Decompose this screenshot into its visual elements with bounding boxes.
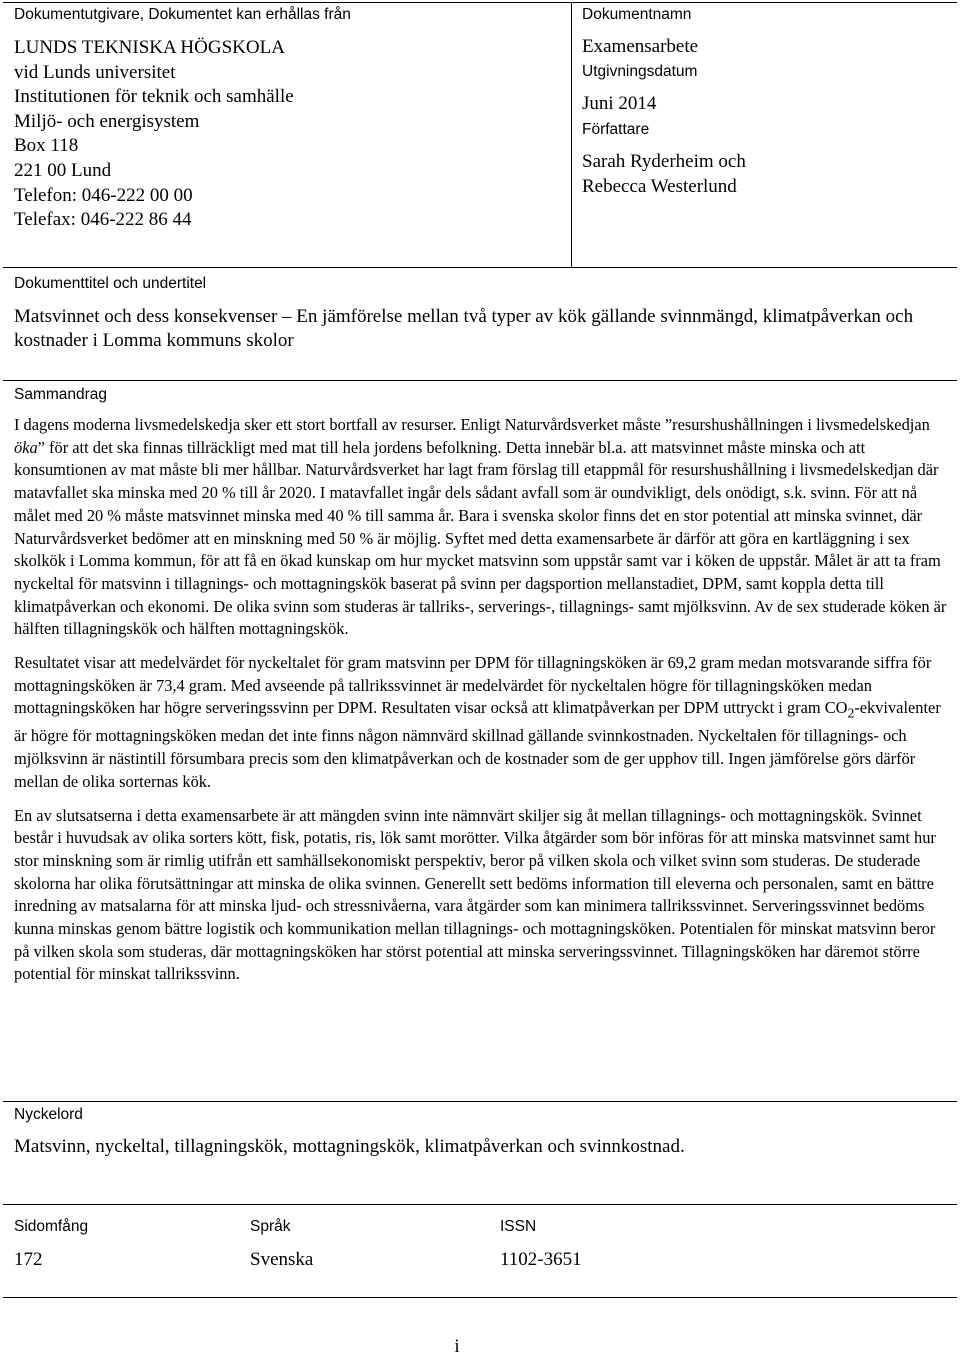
- keywords-label: Nyckelord: [14, 1106, 83, 1123]
- keywords-bottom-border: [3, 1204, 957, 1205]
- publisher-label: Dokumentutgivare, Dokumentet kan erhållas från: [14, 6, 351, 23]
- publisher-line: Box 118: [14, 135, 79, 157]
- language-label: Språk: [250, 1218, 291, 1235]
- publisher-line: vid Lunds universitet: [14, 61, 176, 83]
- header-divider: [571, 2, 572, 267]
- top-border: [3, 2, 957, 3]
- language-value: Svenska: [250, 1249, 314, 1270]
- document-name-label: Dokumentnamn: [582, 6, 692, 23]
- summary-paragraph-1: I dagens moderna livsmedelskedja sker ett stort bortfall av resurser. Enligt Naturvårdsverket måste ”resurshushållningen i livsmedelskedjan öka” för att det ska finnas tillräckligt med mat till hela jordens befolkning. Detta innebär bl.a. att matsvinnet måste minska och att konsumtionen av mat måste bli mer hållbar. Naturvårdsverket har lagt fram förslag till etappmål för resurshushållning i livsmedelskedjan där matavfallet ska minska med 20 % till år 2020. I matavfallet ingår dels sådant avfall som är oundvikligt, dels onödigt, s.k. svinn. För att nå målet med 20 % måste matsvinnet minska med 40 % till samma år. Bara i svenska skolor finns det en stor potential att minska svinnet, där Naturvårdsverket bedömer att en minskning med 50 % är möjlig. Syftet med detta examensarbete är därför att göra en kartläggning i sex skolkök i Lomma kommun, för att få en ökad kunskap om hur mycket matsvinn som uppstår samt var i köken de uppstår. Målet är att ta fram nyckeltal för matsvinn i tillagnings- och mottagningskök baserat på svinn per dagsportion mellanstadiet, DPM, samt koppla detta till klimatpåverkan och ekonomi. De olika svinn som studeras är tallriks-, serverings-, tillagnings- samt mjölksvinn. Av de sex studerade köken är hälften tillagningskök och hälften mottagningskök.: [14, 415, 947, 639]
- issue-date-value: Juni 2014: [582, 93, 657, 114]
- issn-label: ISSN: [500, 1218, 537, 1235]
- issn-value: 1102-3651: [500, 1249, 582, 1270]
- document-title-label: Dokumenttitel och undertitel: [14, 275, 207, 292]
- summary-paragraph-3: En av slutsatserna i detta examensarbete är att mängden svinn inte nämnvärt skiljer sig åt mellan tillagnings- och mottagningskök. Svinnet består i huvudsak av olika sorters kött, fisk, potatis, ris, lök samt morötter. Vilka åtgärder som bör införas för att minska matsvinnet samt hur stor minskning som är rimlig utifrån ett samhällsekonomiskt perspektiv, beror på vilken skola och vilket svinn som studeras. De studerade skolorna har olika förutsättningar att minska de olika svinnen. Generellt sett bedöms information till eleverna och personalen, samt en bättre inredning av matsalarna för att minska ljud- och stressnivåerna, vara åtgärder som kan minimera tallrikssvinnet. Serveringssvinnet bedöms kunna minskas genom bättre logistik och kommunikation mellan tillagnings- och mottagningsköken. Potentialen för minskat matsvinn beror på vilken skola som studeras, där mottagningsköken har störst potential att minska serveringssvinnet. Tillagningsköken har däremot större potential för minskat tallrikssvinn.: [14, 805, 936, 984]
- header-bottom-border: [3, 267, 957, 268]
- summary-paragraph-2: Resultatet visar att medelvärdet för nyckeltalet för gram matsvinn per DPM för tillagningsköken är 69,2 gram medan motsvarande siffra för mottagningsköken är 73,4 gram. Med avseende på tallrikssvinnet är medelvärdet för nyckeltalen högre för tillagningsköken medan mottagningsköken har högre serveringssvinn per DPM. Resultaten visar också att klimatpåverkan per DPM uttryckt i gram $CO_2$-ekvivalenter är högre för mottagningsköken medan det inte finns någon nämnvärd skillnad gällande svinnkostnaden. Nyckeltalen för tillagnings- och mjölksvinn är nästintill försumbara precis som den klimatpåverkan och de kostnader som de ger upphov till. Ingen jämförelse görs därför mellan de olika sorternas kök.: [14, 653, 941, 791]
- page-count-value: 172: [14, 1249, 43, 1270]
- page-number: i: [454, 1336, 460, 1357]
- author-line: Sarah Ryderheim och: [582, 151, 746, 172]
- footer-bottom-border: [3, 1297, 957, 1298]
- emphasis-word: öka: [14, 437, 38, 457]
- publisher-line: Telefax: 046-222 86 44: [14, 209, 192, 231]
- subscript: 2: [847, 705, 855, 721]
- title-bottom-border: [3, 380, 957, 381]
- publisher-line: LUNDS TEKNISKA HÖGSKOLA: [14, 37, 285, 58]
- author-line: Rebecca Westerlund: [582, 176, 737, 197]
- keywords-text: Matsvinn, nyckeltal, tillagningskök, mottagningskök, klimatpåverkan och svinnkostnad.: [14, 1136, 685, 1157]
- issue-date-label: Utgivningsdatum: [582, 63, 698, 80]
- document-name-value: Examensarbete: [582, 36, 699, 57]
- page-count-label: Sidomfång: [14, 1218, 89, 1235]
- document-title: Matsvinnet och dess konsekvenser – En jämförelse mellan två typer av kök gällande svinnmängd, klimatpåverkan och kostnader i Lomma kommuns skolor: [14, 306, 914, 351]
- authors-label: Författare: [582, 121, 650, 138]
- publisher-line: Institutionen för teknik och samhälle: [14, 86, 294, 108]
- summary-body: [14, 414, 950, 997]
- publisher-line: 221 00 Lund: [14, 159, 112, 181]
- publisher-line: Miljö- och energisystem: [14, 110, 200, 132]
- publisher-address: [14, 36, 294, 233]
- publisher-line: Telefon: 046-222 00 00: [14, 184, 193, 206]
- summary-bottom-border: [3, 1101, 957, 1102]
- summary-label: Sammandrag: [14, 386, 108, 403]
